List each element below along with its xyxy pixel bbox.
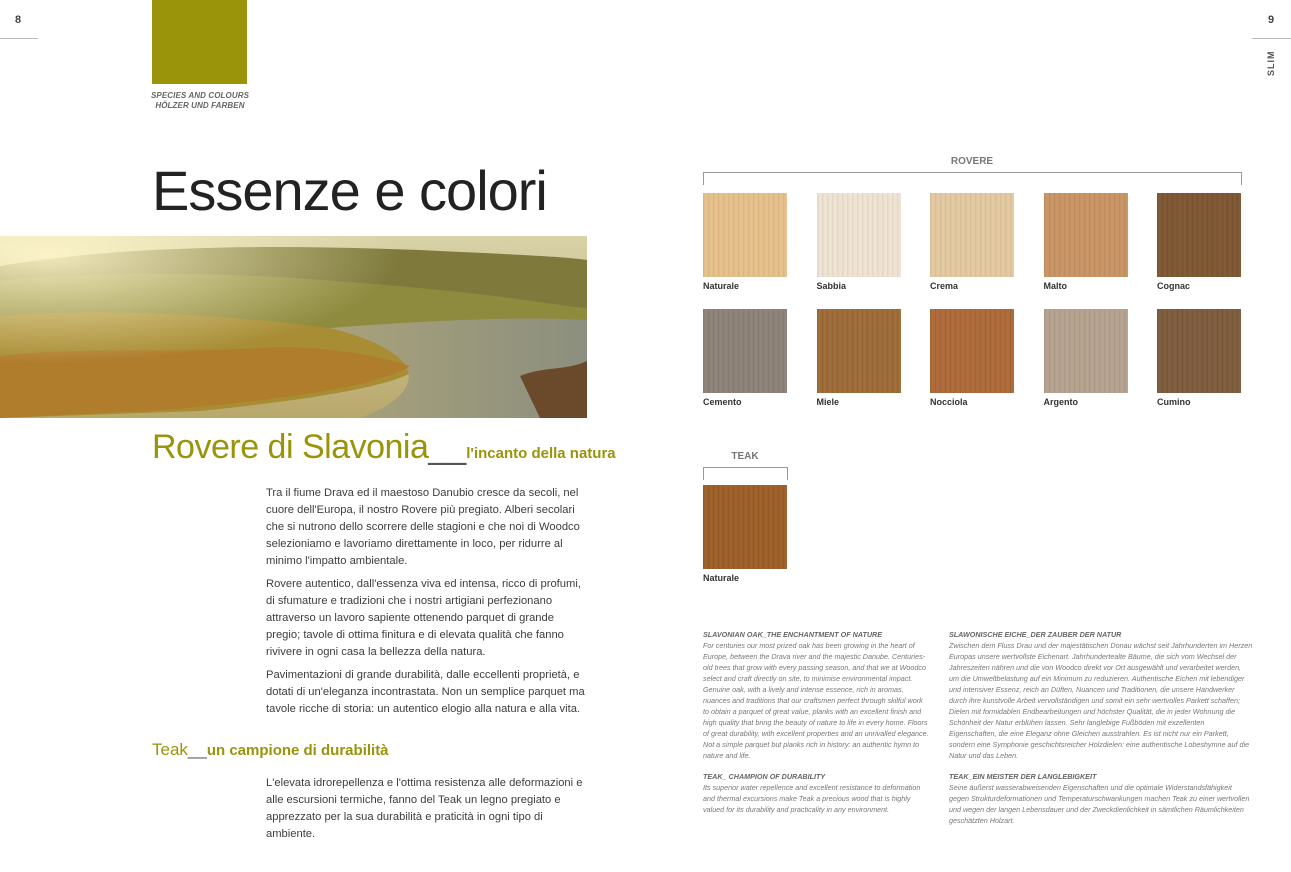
section-color-block [152,0,247,84]
de-oak-heading: SLAWONISCHE EICHE_DER ZAUBER DER NATUR [949,630,1122,639]
wood-swatch-label: Cemento [703,397,742,407]
river-landscape-illustration [0,236,587,418]
de-oak-text: Zwischen dem Fluss Drau und der majestätischen Donau wächst seit Jahrhunderten im Herzen Europas unsere wertvollste Eichenart. Jahrhundertealte Bäume, die sich vom Wechsel der Jahreszeiten nähren und die von Woodco direkt vor Ort ausgewählt und verarbeitet werden, um die Umweltbelastung auf ein Minimum zu reduzieren. Authentische Eichen mit lebendiger und intensiver Essenz, reich an Düften, Nuancen und Traditionen, die unsere Handwerker durch ihre kunstvolle Arbeit vervollständigen und somit ein sehr wertvolles Parkett schaffen; Dielen mit formidablen Endbearbeitungen und höchster Qualität, die in jeder Wohnung die Schönheit der Natur erblühen lassen. Sehr langlebige Fußböden mit exzellenten Eigenschaften, die eine Eleganz ohne Gleichen ausstrahlen. Es ist nicht nur ein Parkett, sondern eine Symphonie geschichtsreicher Holzdielen: eine authentische Lobeshymne auf die Natur und das Leben. [949,641,1253,760]
wood-swatch-label: Nocciola [930,397,968,407]
wood-swatch-label: Crema [930,281,959,291]
de-teak-heading: TEAK_EIN MEISTER DER LANGLEBIGKEIT [949,772,1097,781]
rovere-heading [152,428,616,467]
wood-swatch-label: Naturale [703,573,740,583]
teak-group-label: TEAK [731,451,759,462]
en-oak-heading: SLAVONIAN OAK_THE ENCHANTMENT OF NATURE [703,630,883,639]
wood-swatch-malto [1044,193,1128,277]
en-teak-text: Its superior water repellence and excellent resistance to deformation and thermal excursions make Teak a precious wood that is highly valued for its durability and practicality in any environment. [703,783,921,814]
wood-swatch-cumino [1157,309,1241,393]
en-oak-text: For centuries our most prized oak has been growing in the heart of Europe, between the Drava river and the majestic Danube. Centuries-old trees that grow with every passing season, and that we at Woodco select and craft directly on site, to minimise environmental impact. Genuine oak, with a lively and intense essence, rich in aromas, nuances and traditions that our craftsmen perfect through skilful work to obtain a parquet of great value, planks with an excellent finish and high quality that bring the beauty of nature to life in every home. Floors of great durability, with excellent properties and an unrivalled elegance. Not a simple parquet but planks rich in history: an authentic hymn to nature and life. [703,641,929,760]
page-number-rule-left [0,38,38,39]
rovere-heading-sub: l'incanto della natura [466,445,616,462]
rovere-paragraph: Rovere autentico, dall'essenza viva ed intensa, ricco di profumi, di sfumature e tradizioni che i nostri artigiani perfezionano attraverso un lavoro sapiente ottenendo parquet di grande pregio; tavole di ottima finitura e di elevata qualità che fanno rivivere in ogni casa la bellezza della natura. [266,578,581,658]
section-tag-de: HÖLZER UND FARBEN [155,101,245,110]
teak-heading [152,740,389,760]
section-tag-en: SPECIES AND COLOURS [150,91,250,100]
wood-swatch-cognac [1157,193,1241,277]
rovere-paragraph: Pavimentazioni di grande durabilità, dalle eccellenti proprietà, e dotati di un'eleganza incontrastata. Non un semplice parquet ma tavole ricche di storia: un autentico elogio alla natura e alla vita. [266,669,585,715]
wood-swatch-label: Miele [816,397,840,407]
page-number-right: 9 [1268,14,1275,26]
wood-swatch-label: Sabbia [816,281,847,291]
wood-swatch-nocciola [930,309,1014,393]
teak-heading-sub: un campione di durabilità [206,742,389,759]
page-title: Essenze e colori [152,159,547,222]
landscape-photo [0,236,587,418]
page-number-rule-right [1252,38,1291,39]
rovere-group-label: ROVERE [950,156,994,167]
teak-group-bracket [703,467,788,480]
rovere-paragraph: Tra il fiume Drava ed il maestoso Danubio cresce da secoli, nel cuore dell'Europa, il nostro Rovere più pregiato. Alberi secolari che si nutrono dello scorrere delle stagioni e che noi di Woodco selezioniamo e lavoriamo direttamente in loco, per ridurre al minimo l'impatto ambientale. [266,487,580,567]
wood-swatch-argento [1044,309,1128,393]
page-number-left: 8 [15,14,22,26]
section-tag [140,91,260,111]
teak-body [266,775,594,849]
wood-swatch-label: Cognac [1157,281,1191,291]
wood-swatch-naturale [703,485,787,569]
german-text-column [949,629,1253,826]
teak-heading-main: Teak [152,740,188,759]
teak-paragraph: L'elevata idrorepellenza e l'ottima resistenza alle deformazioni e alle escursioni termiche, fanno del Teak un legno pregiato e apprezzato per la sua durabilità e praticità in ogni tipo di ambiente. [266,777,583,840]
wood-swatch-naturale [703,193,787,277]
wood-swatch-crema [930,193,1014,277]
wood-swatch-label: Naturale [703,281,740,291]
de-teak-text: Seine äußerst wasserabweisenden Eigenschaften und die optimale Widerstandsfähigkeit gegen Strukturdeformationen und Temperaturschwankungen machen Teak zu einer wertvollen und wegen der langen Lebensdauer und der Zweckdienlichkeit in sämtlichen Räumlichkeiten geschätzten Holzart. [949,783,1250,825]
wood-swatch-label: Argento [1043,397,1078,407]
collection-side-label: SLIM [1266,50,1276,76]
rovere-heading-main: Rovere di Slavonia [152,428,429,466]
wood-swatch-label: Cumino [1157,397,1191,407]
rovere-body [266,485,588,724]
wood-swatch-sabbia [817,193,901,277]
rovere-heading-separator: __ [428,428,467,466]
teak-heading-separator: __ [187,740,207,759]
english-text-column [703,629,929,815]
wood-swatch-cemento [703,309,787,393]
wood-swatch-miele [817,309,901,393]
en-teak-heading: TEAK_ CHAMPION OF DURABILITY [703,772,826,781]
wood-swatch-label: Malto [1043,281,1067,291]
rovere-group-bracket [703,172,1242,185]
